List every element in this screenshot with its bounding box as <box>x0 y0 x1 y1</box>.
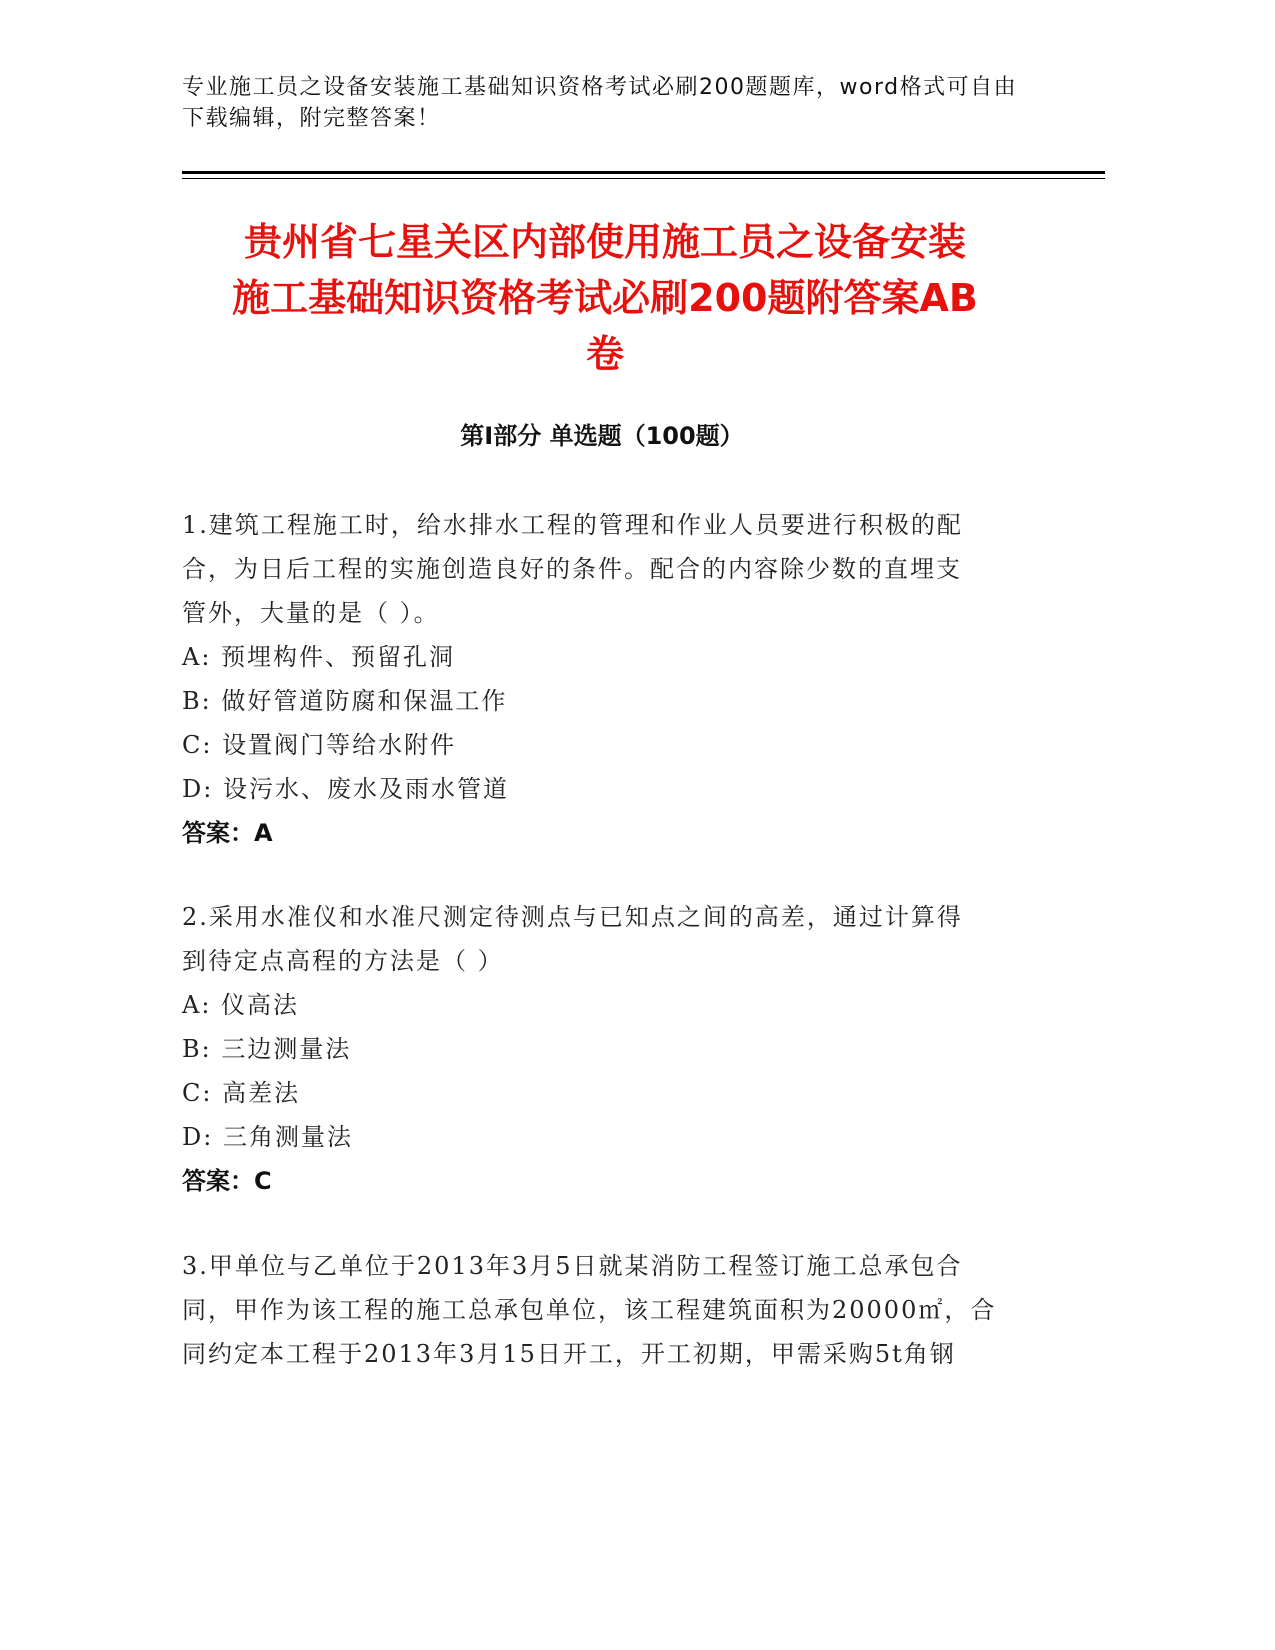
document-title-line-3: 卷 <box>585 332 624 376</box>
question-2-option-d: D: 三角测量法 <box>182 1123 353 1151</box>
question-1-answer: 答案：A <box>182 819 273 847</box>
question-stem-line: 3.甲单位与乙单位于2013年3月5日就某消防工程签订施工总承包合 <box>182 1252 963 1280</box>
document-title <box>165 214 1045 382</box>
question-1-option-b: B: 做好管道防腐和保温工作 <box>182 687 508 715</box>
question-2 <box>182 895 1042 1203</box>
question-1-option-d: D: 设污水、废水及雨水管道 <box>182 775 509 803</box>
question-1-stem <box>182 503 1042 635</box>
document-title-line-2: 施工基础知识资格考试必刷200题附答案AB <box>232 276 978 320</box>
question-2-stem <box>182 895 1042 983</box>
question-stem-line: 管外，大量的是（ ）。 <box>182 599 440 627</box>
question-3 <box>182 1244 1042 1376</box>
question-1 <box>182 503 1042 855</box>
question-1-option-a: A: 预埋构件、预留孔洞 <box>182 643 456 671</box>
section-heading: 第I部分 单选题（100题） <box>460 422 744 450</box>
header-note-line-2: 下载编辑，附完整答案！ <box>182 106 441 131</box>
header-divider-thick <box>182 171 1105 174</box>
question-2-answer: 答案：C <box>182 1167 272 1195</box>
question-2-option-b: B: 三边测量法 <box>182 1035 352 1063</box>
question-stem-line: 1.建筑工程施工时，给水排水工程的管理和作业人员要进行积极的配 <box>182 511 963 539</box>
question-2-option-c: C: 高差法 <box>182 1079 301 1107</box>
question-stem-line: 同约定本工程于2013年3月15日开工，开工初期，甲需采购5t角钢 <box>182 1340 956 1368</box>
question-1-option-c: C: 设置阀门等给水附件 <box>182 731 457 759</box>
question-stem-line: 同，甲作为该工程的施工总承包单位，该工程建筑面积为20000㎡，合 <box>182 1296 997 1324</box>
document-title-line-1: 贵州省七星关区内部使用施工员之设备安装 <box>243 220 966 264</box>
header-note-line-1: 专业施工员之设备安装施工基础知识资格考试必刷200题题库，word格式可自由 <box>182 75 1018 100</box>
question-stem-line: 到待定点高程的方法是（ ） <box>182 947 504 975</box>
question-stem-line: 2.采用水准仪和水准尺测定待测点与已知点之间的高差，通过计算得 <box>182 903 963 931</box>
header-note <box>182 72 1082 134</box>
question-2-option-a: A: 仪高法 <box>182 991 300 1019</box>
header-divider-thin <box>182 178 1105 179</box>
question-stem-line: 合，为日后工程的实施创造良好的条件。配合的内容除少数的直埋支 <box>182 555 962 583</box>
question-3-stem <box>182 1244 1042 1376</box>
